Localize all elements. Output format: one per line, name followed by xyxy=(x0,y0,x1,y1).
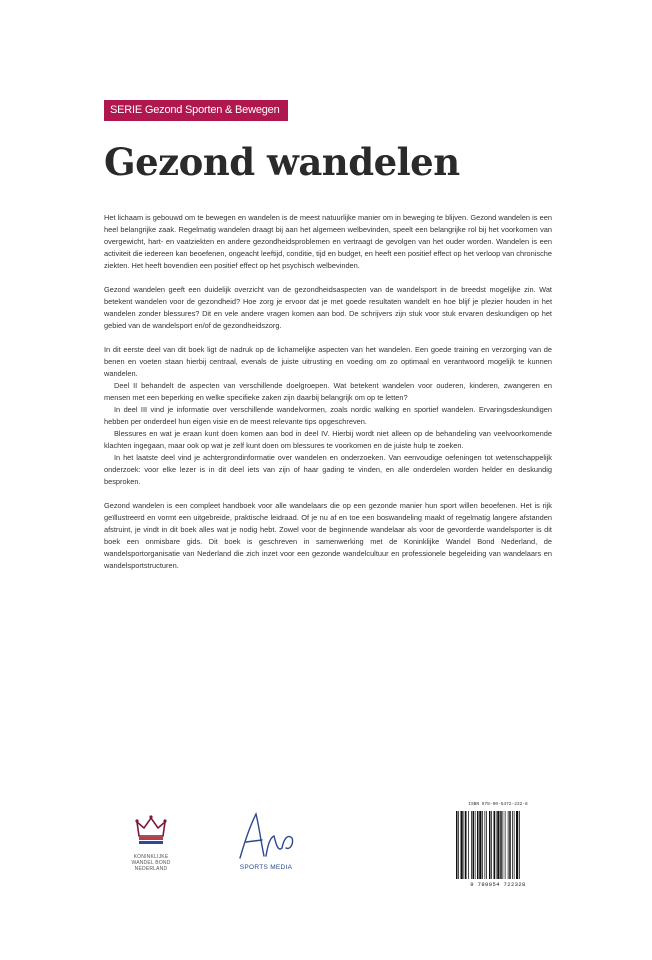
blurb-text xyxy=(104,212,552,584)
knwu-logo xyxy=(108,810,194,880)
paragraph-part-1: In dit eerste deel van dit boek ligt de nadruk op de lichamelijke aspecten van het wandelen. Een goede training en verzorging van de benen en voeten staan hierbij centraal, evenals de juiste uitrusting en voeding om zo optimaal en verantwoord mogelijk te kunnen wandelen. xyxy=(104,345,552,378)
barcode xyxy=(454,802,542,888)
paragraph-overview: Gezond wandelen geeft een duidelijk overzicht van de gezondheidsaspecten van de wandelsport in de breedst mogelijke zin. Wat betekent wandelen voor de gezondheid? Hoe zorg je ervoor dat je met goede resultaten wandelt en hoe blijf je plezier houden in het wandelen zonder blessures? Dit en vele andere vragen komen aan bod. De schrijvers zijn stuk voor stuk ervaren deskundigen op het gebied van de wandelsport en/of de gezondheidszorg. xyxy=(104,285,552,330)
paragraph-intro: Het lichaam is gebouwd om te bewegen en wandelen is de meest natuurlijke manier om in beweging te blijven. Gezond wandelen is een heel belangrijke zaak. Regelmatig wandelen draagt bij aan het algemeen welbevinden, speelt een belangrijke rol bij het voorkomen van overgewicht, hart- en vaatziekten en andere gezondheidsproblemen en vertraagt de gevolgen van het ouder worden. Wandelen is een activiteit die iedereen kan beoefenen, ongeacht leeftijd, conditie, tijd en budget, en heeft een positief effect op het verloop van chronische ziekten. Het heeft bovendien een positief effect op het psychisch welbevinden. xyxy=(104,213,552,270)
barcode-bars xyxy=(454,811,542,879)
paragraph-part-5: In het laatste deel vind je achtergrondinformatie over wandelen en onderzoeken. Van eenvoudige oefeningen tot wetenschappelijk onderzoek: voor elke lezer is in dit deel iets van zijn of haar gading te vinden, en alle onderdelen worden helder en deskundig besproken. xyxy=(104,453,552,486)
arko-signature-icon xyxy=(226,808,306,864)
arko-logo xyxy=(226,808,306,882)
paragraph-part-3: In deel III vind je informatie over verschillende wandelvormen, zoals nordic walking en sportief wandelen. Ervaringsdeskundigen hebben per onderdeel hun eigen visie en de meest relevante tips opgeschreven. xyxy=(104,405,552,426)
series-badge: SERIE Gezond Sporten & Bewegen xyxy=(104,100,288,121)
arko-text: SPORTS MEDIA xyxy=(239,864,293,871)
knwu-line-2: WANDEL BOND xyxy=(131,860,171,866)
barcode-digits: 9 789054 722328 xyxy=(470,881,526,888)
knwu-line-1: KONINKLIJKE xyxy=(133,854,169,860)
paragraph-summary: Gezond wandelen is een compleet handboek voor alle wandelaars die op een gezonde manier hun sport willen beoefenen. Het is rijk geïllustreerd en vormt een uitgebreide, praktische leidraad. Of je nu af en toe een boswandeling maakt of regelmatig langere afstanden afstruint, je vindt in dit boek alles wat je nodig hebt. Zowel voor de beginnende wandelaar als voor de gevorderde wandelsporter is dit boek een onmisbare gids. Dit boek is geschreven in samenwerking met de Koninklijke Wandel Bond Nederland, de wandelsportorganisatie van Nederland die zich inzet voor een gezonde wandelcultuur en professionele begeleiding van wandelaars en wandelsportstructuren. xyxy=(104,501,552,570)
paragraph-part-4: Blessures en wat je eraan kunt doen komen aan bod in deel IV. Hierbij wordt niet alleen op de behandeling van veelvoorkomende klachten ingegaan, maar ook op wat je zelf kunt doen om blessures te voorkomen en de juiste hulp te zoeken. xyxy=(104,429,552,450)
crown-icon xyxy=(131,810,171,850)
isbn-text: ISBN 978-90-5472-232-8 xyxy=(468,802,528,807)
book-title: Gezond wandelen xyxy=(104,140,460,184)
paragraph-part-2: Deel II behandelt de aspecten van verschillende doelgroepen. Wat betekent wandelen voor ouderen, kinderen, zwangeren en mensen met een beperking en welke specifieke zaken zijn daarbij belangrijk om op te letten? xyxy=(104,381,552,402)
knwu-line-3: NEDERLAND xyxy=(134,866,168,872)
